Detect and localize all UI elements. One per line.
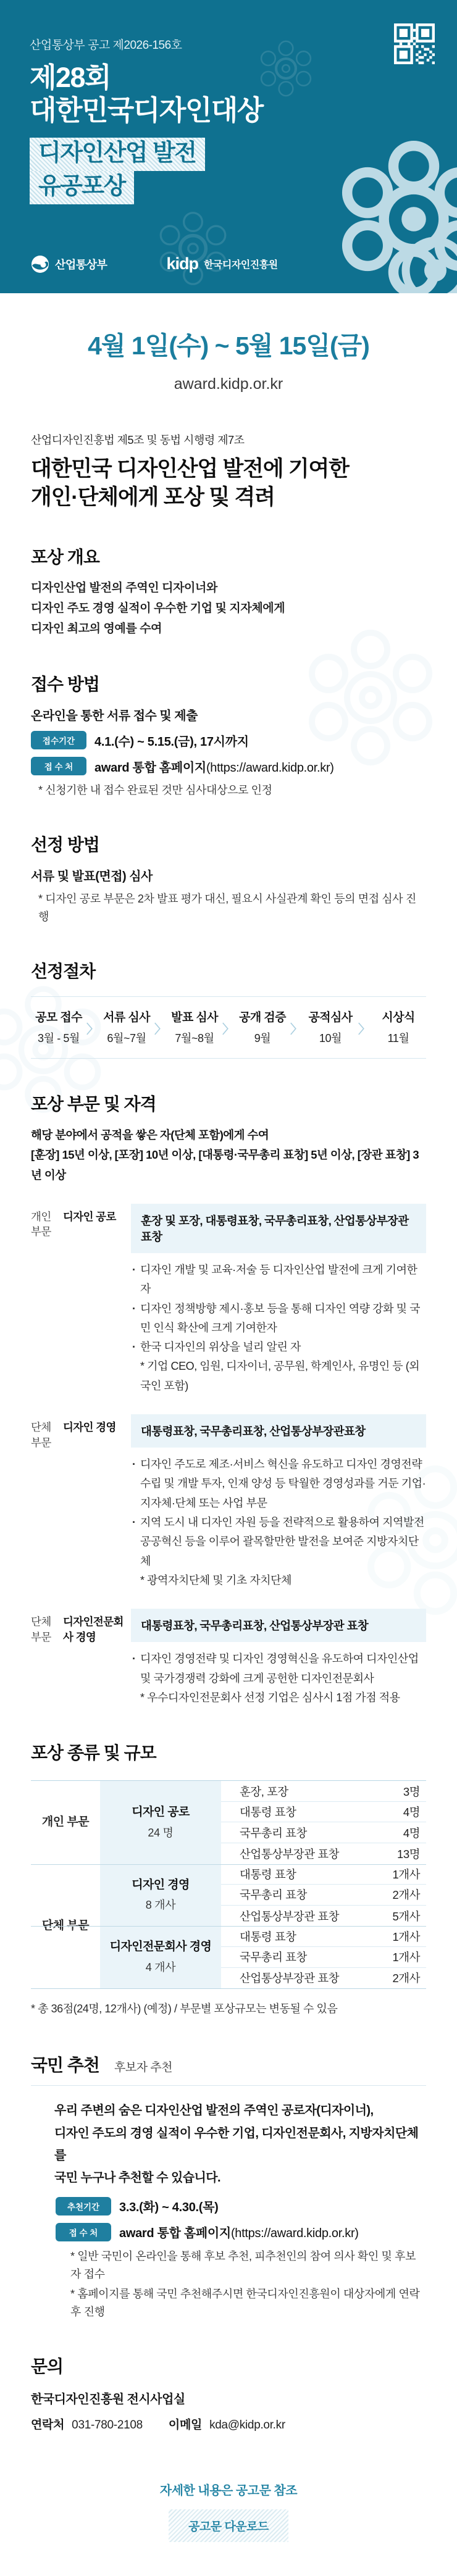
recommend-office-site-url[interactable]: (https://award.kidp.or.kr) — [230, 2227, 359, 2241]
scale-row — [221, 1947, 426, 1968]
process-step-period: 6월~7월 — [107, 1032, 146, 1044]
category-content — [131, 1609, 426, 1707]
section-recommend-heading-row — [31, 2052, 426, 2077]
contact-email-label: 이메일 — [168, 2418, 203, 2432]
category-item: · 디자인 경영전략 및 디자인 경영혁신을 유도하여 디자인산업 및 국가경쟁력 강화에 크게 공헌한 디자인전문회사 — [131, 1649, 426, 1688]
process-step-name: 공개 검증 — [239, 1011, 286, 1024]
contact-email-value[interactable]: kda@kidp.or.kr — [209, 2418, 285, 2432]
category-awards-bar: 대통령표창, 국무총리표창, 산업통상부장관표창 — [131, 1414, 426, 1448]
process-step-name: 공모 접수 — [35, 1011, 82, 1024]
scale-award-count: 1개사 — [392, 1867, 420, 1881]
category-awards-bar: 훈장 및 포장, 대통령표창, 국무총리표창, 산업통상부장관표창 — [131, 1204, 426, 1253]
kidp-logo — [166, 254, 277, 273]
kidp-logo-label: 한국디자인진흥원 — [203, 260, 278, 270]
award-overview-line2: 디자인 주도 경영 실적이 우수한 기업 및 지자체에게 — [31, 602, 285, 615]
kidp-logo-mark: kidp — [166, 254, 198, 273]
main-title-line2: 개인·단체에게 포상 및 격려 — [31, 485, 275, 510]
scale-group-divider — [31, 1864, 426, 1865]
law-reference: 산업디자인진흥법 제5조 및 동법 시행령 제7조 — [31, 434, 245, 446]
scale-award-name: 국무총리 표창 — [240, 1888, 307, 1902]
section-scale-heading: 포상 종류 및 규모 — [31, 1743, 156, 1763]
poster-subtitle-line2: 유공포상 — [30, 171, 134, 204]
scale-award-name: 산업통상부장관 표창 — [240, 1972, 339, 1985]
apply-office-value — [94, 757, 334, 775]
process-step-period: 10월 — [319, 1032, 342, 1044]
award-overview-line3: 디자인 최고의 영예를 수여 — [31, 622, 162, 635]
selection-method-note: * 디자인 공로 부문은 2차 발표 평가 대신, 필요시 사실관계 확인 등의 면접 심사 진행 — [38, 893, 416, 923]
scale-award-name: 대통령 표창 — [240, 1806, 296, 1819]
process-step-period: 7월~8월 — [175, 1032, 214, 1044]
main-title-line1: 대한민국 디자인산업 발전에 기여한 — [31, 457, 349, 481]
process-step-period: 11월 — [387, 1032, 409, 1044]
poster-title-line2: 대한민국디자인대상 — [30, 94, 263, 127]
scale-type-total: 8 개사 — [145, 1899, 176, 1912]
scale-award-count: 1개사 — [392, 1951, 420, 1964]
category-item: · 한국 디자인의 위상을 널리 알린 자 — [131, 1338, 426, 1357]
category-note: * 기업 CEO, 임원, 디자이너, 공무원, 학계인사, 유명인 등 (외국인 포함) — [140, 1360, 420, 1392]
recommend-period-badge: 추천기간 — [56, 2197, 111, 2215]
scale-award-count: 2개사 — [392, 1972, 420, 1985]
section-apply-method-heading: 접수 방법 — [31, 675, 99, 694]
chevron-right-icon: 〉 — [222, 1022, 235, 1036]
contact-organization: 한국디자인진흥원 전시사업실 — [31, 2392, 185, 2406]
recommend-period-value: 3.3.(화) ~ 4.30.(목) — [119, 2201, 219, 2215]
process-step-name: 시상식 — [382, 1011, 415, 1024]
scale-group-divider — [31, 1926, 426, 1927]
category-note: * 우수디자인전문회사 선정 기업은 심사시 1점 가점 적용 — [140, 1691, 400, 1704]
scale-award-name: 국무총리 표창 — [240, 1826, 307, 1840]
category-type: 디자인 공로 — [63, 1210, 116, 1223]
category-type: 디자인 경영 — [63, 1421, 116, 1434]
chevron-right-icon: 〉 — [358, 1022, 371, 1036]
scale-award-name: 산업통상부장관 표창 — [240, 1847, 339, 1861]
scale-award-count: 2개사 — [392, 1888, 420, 1902]
recommend-badges — [56, 2197, 426, 2241]
poster-title — [30, 61, 427, 127]
categories-intro-line2: [훈장] 15년 이상, [포장] 10년 이상, [대통령·국무총리 표창] 5년 이상, [장관 표창] 3년 이상 — [31, 1148, 419, 1182]
process-step-1 — [31, 1008, 86, 1046]
application-date-range: 4월 1일(수) ~ 5월 15일(금) — [88, 331, 369, 360]
organizer-logos — [31, 254, 278, 273]
contact-info-row — [31, 2416, 426, 2432]
motie-emblem-icon — [31, 255, 49, 273]
chevron-right-icon: 〉 — [86, 1022, 99, 1036]
scale-row — [221, 1822, 426, 1843]
section-award-overview-heading: 포상 개요 — [31, 548, 99, 567]
process-step-6 — [371, 1008, 426, 1046]
process-step-name: 서류 심사 — [103, 1011, 150, 1024]
recommend-note1: * 일반 국민이 온라인을 통해 후보 추천, 피추천인의 참여 의사 확인 및 후보자 접수 — [70, 2249, 416, 2280]
apply-office-badge: 접 수 처 — [31, 757, 86, 775]
award-overview-text — [31, 578, 426, 639]
process-step-name: 발표 심사 — [171, 1011, 218, 1024]
section-process-heading: 선정절차 — [31, 961, 96, 981]
recommend-period-row — [56, 2197, 426, 2215]
categories-intro — [31, 1125, 426, 1185]
recommend-office-badge: 접 수 처 — [56, 2223, 111, 2241]
recommend-text — [54, 2099, 426, 2190]
scale-row — [221, 1906, 426, 1927]
scale-award-count: 1개사 — [392, 1930, 420, 1943]
chevron-right-icon: 〉 — [290, 1022, 303, 1036]
recommend-subtitle: 후보자 추천 — [114, 2061, 173, 2075]
award-overview-line1: 디자인산업 발전의 주역인 디자이너와 — [31, 581, 217, 595]
poster-subtitle-line1: 디자인산업 발전 — [30, 138, 205, 171]
category-content — [131, 1204, 426, 1396]
motie-logo-label: 산업통상부 — [55, 258, 107, 271]
category-row-design-firm-management — [31, 1609, 426, 1707]
apply-office-row — [31, 757, 426, 775]
website-url[interactable]: award.kidp.or.kr — [174, 375, 283, 393]
poster-subtitle — [30, 138, 427, 204]
footer-note: 자세한 내용은 공고문 참조 — [159, 2483, 298, 2498]
category-items — [131, 1261, 426, 1396]
scale-award-name: 대통령 표창 — [240, 1930, 296, 1943]
application-period-block — [0, 293, 457, 393]
footer — [31, 2480, 426, 2576]
process-step-name: 공적심사 — [308, 1011, 353, 1024]
category-content — [131, 1414, 426, 1590]
scale-type-design-merit — [100, 1781, 221, 1864]
recommend-note2: * 홈페이지를 통해 국민 추천해주시면 한국디자인진흥원이 대상자에게 연락 후 진행 — [70, 2288, 420, 2319]
award-scale-table — [31, 1780, 426, 1989]
category-row-design-merit — [31, 1204, 426, 1396]
category-group: 단체 부문 — [31, 1421, 51, 1449]
process-step-2 — [99, 1008, 154, 1046]
recommend-line3: 국민 누구나 추천할 수 있습니다. — [54, 2171, 221, 2185]
poster-title-line1: 제28회 — [30, 62, 111, 93]
category-group: 단체 부문 — [31, 1615, 51, 1643]
process-step-period: 9월 — [254, 1032, 271, 1044]
scale-type-design-management — [100, 1864, 221, 1927]
scale-award-count: 3명 — [403, 1785, 420, 1798]
scale-award-count: 4명 — [403, 1806, 420, 1819]
download-notice-button[interactable]: 공고문 다운로드 — [169, 2509, 288, 2542]
recommend-line2: 디자인 주도의 경영 실적이 우수한 기업, 디자인전문회사, 지방자치단체를 — [54, 2126, 419, 2162]
scale-row — [221, 1864, 426, 1885]
contact-phone-label: 연락처 — [31, 2418, 65, 2432]
poster-body — [0, 431, 457, 2576]
section-contact-heading: 문의 — [31, 2356, 64, 2376]
scale-row — [221, 1843, 426, 1864]
apply-office-site-name: award 통합 홈페이지 — [94, 761, 206, 775]
scale-award-name: 대통령 표창 — [240, 1867, 296, 1881]
recommend-office-site-name: award 통합 홈페이지 — [119, 2227, 231, 2241]
scale-type-name: 디자인전문회사 경영 — [109, 1940, 212, 1954]
selection-process-steps — [31, 996, 426, 1059]
category-group: 개인 부문 — [31, 1210, 51, 1238]
process-step-5 — [303, 1008, 358, 1046]
process-step-4 — [235, 1008, 290, 1046]
scale-type-design-firm — [100, 1926, 221, 1988]
category-label — [31, 1204, 131, 1396]
category-label — [31, 1414, 131, 1590]
apply-office-site-url[interactable]: (https://award.kidp.or.kr) — [206, 761, 334, 775]
recommend-line1: 우리 주변의 숨은 디자인산업 발전의 주역인 공로자(디자이너), — [54, 2104, 374, 2118]
section-categories-heading: 포상 부문 및 자격 — [31, 1094, 156, 1114]
apply-period-row — [31, 731, 426, 749]
scale-type-name: 디자인 공로 — [132, 1806, 190, 1819]
scale-row — [221, 1885, 426, 1906]
scale-section-group: 단체 부문 — [41, 1919, 90, 1933]
header-banner — [0, 0, 457, 293]
motie-logo — [31, 255, 107, 273]
apply-period-value: 4.1.(수) ~ 5.15.(금), 17시까지 — [94, 735, 249, 749]
scale-award-name: 국무총리 표창 — [240, 1951, 307, 1964]
scale-row — [221, 1802, 426, 1823]
category-items — [131, 1455, 426, 1590]
section-selection-method-heading: 선정 방법 — [31, 835, 99, 855]
category-row-design-management — [31, 1414, 426, 1590]
contact-phone-value: 031-780-2108 — [72, 2418, 143, 2432]
apply-method-note: * 신청기한 내 접수 완료된 것만 심사대상으로 인정 — [38, 784, 272, 797]
notice-number: 산업통상부 공고 제2026-156호 — [30, 39, 182, 52]
scale-row — [221, 1968, 426, 1989]
scale-award-count: 13명 — [397, 1847, 420, 1861]
category-note: * 광역자치단체 및 기초 자치단체 — [140, 1574, 291, 1586]
category-awards-bar: 대통령표창, 국무총리표창, 산업통상부장관 표창 — [131, 1609, 426, 1642]
category-type: 디자인전문회사 경영 — [63, 1615, 124, 1643]
divider — [31, 2085, 426, 2086]
main-title — [31, 455, 426, 512]
category-item: · 지역 도시 내 디자인 자원 등을 전략적으로 활용하여 지역발전 공공혁신 등을 이루어 괄목할만한 발전을 보여준 지방자치단체 — [131, 1513, 426, 1571]
apply-method-subheading: 온라인을 통한 서류 접수 및 제출 — [31, 709, 198, 723]
scale-type-total: 4 개사 — [145, 1961, 176, 1974]
scale-award-count: 4명 — [403, 1826, 420, 1840]
process-step-period: 3월 - 5월 — [38, 1032, 80, 1044]
category-item: · 디자인 개발 및 교육·저술 등 디자인산업 발전에 크게 기여한 자 — [131, 1261, 426, 1299]
scale-section-individual: 개인 부문 — [41, 1815, 90, 1829]
scale-note: * 총 36점(24명, 12개사) (예정) / 부문별 포상규모는 변동될 수 있음 — [31, 2003, 338, 2015]
recommend-office-row — [56, 2223, 426, 2241]
scale-award-count: 5개사 — [392, 1909, 420, 1923]
apply-period-badge: 접수기간 — [31, 731, 86, 749]
category-items — [131, 1649, 426, 1707]
category-item: · 디자인 주도로 제조·서비스 혁신을 유도하고 디자인 경영전략 수립 및 개발 투자, 인재 양성 등 탁월한 경영성과를 거둔 기업·지자체·단체 또는 사업 부문 — [131, 1455, 426, 1513]
section-recommend-heading: 국민 추천 — [31, 2056, 99, 2075]
recommend-office-value — [119, 2223, 359, 2241]
process-step-3 — [167, 1008, 222, 1046]
scale-award-name: 훈장, 포장 — [240, 1785, 288, 1798]
categories-intro-line1: 해당 분야에서 공적을 쌓은 자(단체 포함)에게 수여 — [31, 1128, 269, 1141]
category-item: · 디자인 정책방향 제시·홍보 등을 통해 디자인 역량 강화 및 국민 인식 확산에 크게 기여한자 — [131, 1299, 426, 1338]
category-label — [31, 1609, 131, 1707]
scale-type-name: 디자인 경영 — [132, 1878, 190, 1891]
chevron-right-icon: 〉 — [154, 1022, 167, 1036]
scale-award-name: 산업통상부장관 표창 — [240, 1909, 339, 1923]
selection-method-subheading: 서류 및 발표(면접) 심사 — [31, 870, 153, 884]
scale-row — [221, 1781, 426, 1802]
scale-type-total: 24 명 — [148, 1826, 174, 1839]
